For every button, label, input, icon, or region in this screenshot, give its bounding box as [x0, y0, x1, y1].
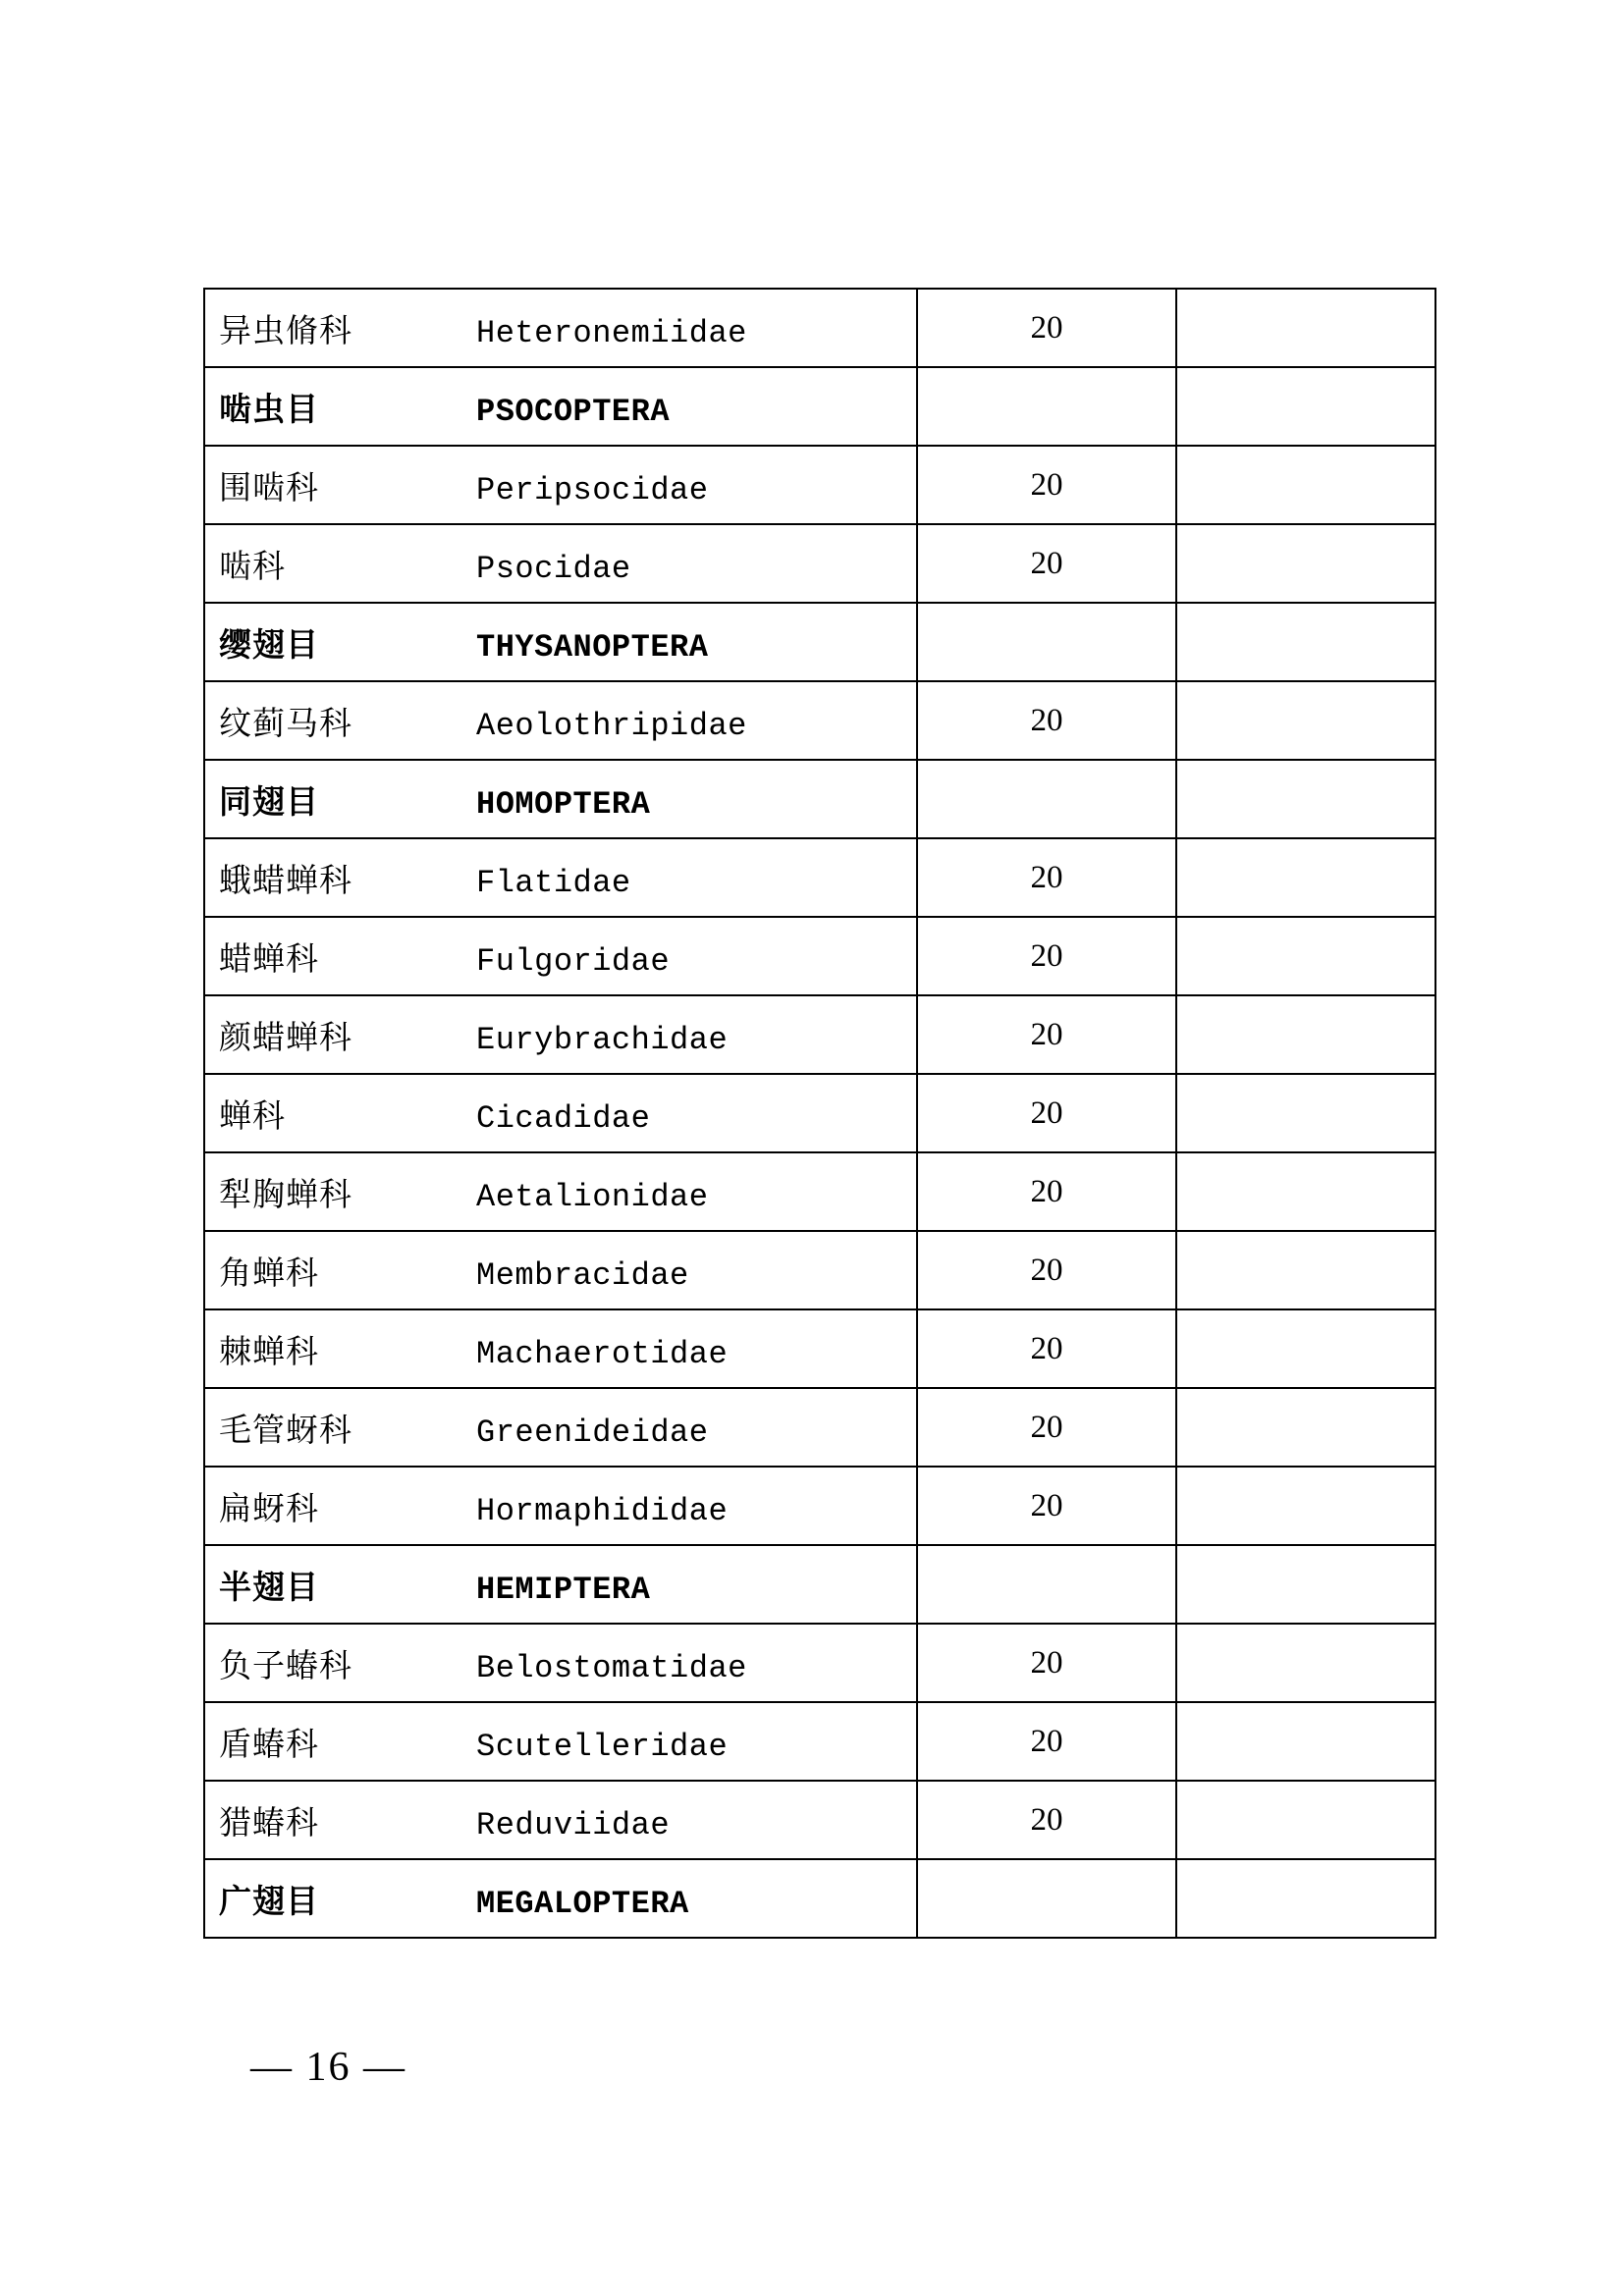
- count-cell: 20: [917, 1702, 1176, 1781]
- table-row-family: [204, 917, 1435, 995]
- name-cell: [204, 603, 917, 681]
- family-chinese-name: 犁胸蝉科: [219, 1174, 352, 1213]
- count-cell: 20: [917, 1781, 1176, 1859]
- count-cell: 20: [917, 446, 1176, 524]
- table-row-family: [204, 995, 1435, 1074]
- family-latin-name: Machaerotidae: [476, 1335, 729, 1372]
- family-latin-name: Membracidae: [476, 1256, 689, 1294]
- table-row-family: [204, 1152, 1435, 1231]
- count-cell: 20: [917, 1388, 1176, 1467]
- family-latin-name: Cicadidae: [476, 1099, 651, 1137]
- count-cell: 20: [917, 1467, 1176, 1545]
- name-cell: [204, 1781, 917, 1859]
- empty-cell: [1176, 1624, 1435, 1702]
- table-row-family: [204, 1074, 1435, 1152]
- empty-cell: [1176, 367, 1435, 446]
- empty-cell: [1176, 1859, 1435, 1938]
- name-cell: [204, 1074, 917, 1152]
- name-cell: [204, 367, 917, 446]
- name-cell: [204, 838, 917, 917]
- family-chinese-name: 围啮科: [219, 467, 319, 507]
- empty-cell: [1176, 1152, 1435, 1231]
- count-cell: [917, 603, 1176, 681]
- name-cell: [204, 1859, 917, 1938]
- family-chinese-name: 蜡蝉科: [219, 938, 319, 978]
- family-chinese-name: 纹蓟马科: [219, 703, 352, 742]
- empty-cell: [1176, 1545, 1435, 1624]
- family-latin-name: Peripsocidae: [476, 471, 709, 508]
- family-latin-name: Eurybrachidae: [476, 1021, 729, 1058]
- name-cell: [204, 995, 917, 1074]
- empty-cell: [1176, 1074, 1435, 1152]
- taxonomy-table-body: [204, 289, 1435, 1938]
- order-chinese-name: 同翅目: [219, 781, 319, 821]
- table-row-family: [204, 289, 1435, 367]
- name-cell: [204, 1231, 917, 1309]
- family-latin-name: Reduviidae: [476, 1806, 671, 1843]
- order-latin-name: HOMOPTERA: [476, 785, 651, 823]
- name-cell: [204, 446, 917, 524]
- empty-cell: [1176, 603, 1435, 681]
- family-latin-name: Greenideidae: [476, 1414, 709, 1451]
- empty-cell: [1176, 1388, 1435, 1467]
- taxonomy-table-container: [203, 288, 1435, 1939]
- family-chinese-name: 角蝉科: [219, 1253, 319, 1292]
- table-row-family: [204, 1624, 1435, 1702]
- name-cell: [204, 681, 917, 760]
- count-cell: 20: [917, 995, 1176, 1074]
- count-cell: 20: [917, 1231, 1176, 1309]
- empty-cell: [1176, 446, 1435, 524]
- empty-cell: [1176, 1467, 1435, 1545]
- order-latin-name: HEMIPTERA: [476, 1571, 651, 1608]
- family-chinese-name: 猎蝽科: [219, 1802, 319, 1842]
- taxonomy-table: [203, 288, 1436, 1939]
- family-latin-name: Heteronemiidae: [476, 314, 747, 351]
- name-cell: [204, 1545, 917, 1624]
- order-chinese-name: 半翅目: [219, 1567, 319, 1606]
- family-chinese-name: 异虫脩科: [219, 310, 352, 349]
- count-cell: 20: [917, 681, 1176, 760]
- order-latin-name: THYSANOPTERA: [476, 628, 709, 666]
- name-cell: [204, 760, 917, 838]
- family-latin-name: Fulgoridae: [476, 942, 671, 980]
- empty-cell: [1176, 1702, 1435, 1781]
- table-row-family: [204, 446, 1435, 524]
- name-cell: [204, 1467, 917, 1545]
- order-chinese-name: 啮虫目: [219, 389, 319, 428]
- table-row-order: [204, 760, 1435, 838]
- count-cell: [917, 367, 1176, 446]
- count-cell: [917, 760, 1176, 838]
- family-latin-name: Aetalionidae: [476, 1178, 709, 1215]
- table-row-family: [204, 1231, 1435, 1309]
- name-cell: [204, 1702, 917, 1781]
- empty-cell: [1176, 524, 1435, 603]
- table-row-family: [204, 524, 1435, 603]
- family-chinese-name: 毛管蚜科: [219, 1410, 352, 1449]
- name-cell: [204, 1152, 917, 1231]
- name-cell: [204, 917, 917, 995]
- family-chinese-name: 颜蜡蝉科: [219, 1017, 352, 1056]
- family-chinese-name: 负子蝽科: [219, 1645, 352, 1684]
- family-chinese-name: 啮科: [219, 546, 286, 585]
- empty-cell: [1176, 681, 1435, 760]
- count-cell: 20: [917, 524, 1176, 603]
- empty-cell: [1176, 1231, 1435, 1309]
- count-cell: 20: [917, 1309, 1176, 1388]
- table-row-family: [204, 1702, 1435, 1781]
- count-cell: [917, 1545, 1176, 1624]
- order-chinese-name: 广翅目: [219, 1881, 319, 1920]
- empty-cell: [1176, 995, 1435, 1074]
- page-number: — 16 —: [250, 2045, 406, 2090]
- table-row-order: [204, 367, 1435, 446]
- order-latin-name: MEGALOPTERA: [476, 1885, 689, 1922]
- empty-cell: [1176, 917, 1435, 995]
- empty-cell: [1176, 838, 1435, 917]
- count-cell: 20: [917, 1624, 1176, 1702]
- family-chinese-name: 蛾蜡蝉科: [219, 860, 352, 899]
- empty-cell: [1176, 1781, 1435, 1859]
- count-cell: 20: [917, 289, 1176, 367]
- name-cell: [204, 289, 917, 367]
- count-cell: [917, 1859, 1176, 1938]
- table-row-order: [204, 603, 1435, 681]
- family-latin-name: Belostomatidae: [476, 1649, 747, 1686]
- table-row-family: [204, 838, 1435, 917]
- empty-cell: [1176, 1309, 1435, 1388]
- table-row-order: [204, 1545, 1435, 1624]
- family-chinese-name: 蝉科: [219, 1095, 286, 1135]
- count-cell: 20: [917, 1074, 1176, 1152]
- family-latin-name: Aeolothripidae: [476, 707, 747, 744]
- family-latin-name: Hormaphididae: [476, 1492, 729, 1529]
- family-chinese-name: 棘蝉科: [219, 1331, 319, 1370]
- order-latin-name: PSOCOPTERA: [476, 393, 671, 430]
- family-chinese-name: 盾蝽科: [219, 1724, 319, 1763]
- count-cell: 20: [917, 917, 1176, 995]
- empty-cell: [1176, 289, 1435, 367]
- name-cell: [204, 1309, 917, 1388]
- table-row-family: [204, 1467, 1435, 1545]
- table-row-order: [204, 1859, 1435, 1938]
- table-row-family: [204, 1388, 1435, 1467]
- table-row-family: [204, 1309, 1435, 1388]
- count-cell: 20: [917, 1152, 1176, 1231]
- family-chinese-name: 扁蚜科: [219, 1488, 319, 1527]
- name-cell: [204, 524, 917, 603]
- count-cell: 20: [917, 838, 1176, 917]
- name-cell: [204, 1388, 917, 1467]
- family-latin-name: Psocidae: [476, 550, 631, 587]
- name-cell: [204, 1624, 917, 1702]
- family-latin-name: Flatidae: [476, 864, 631, 901]
- family-latin-name: Scutelleridae: [476, 1728, 729, 1765]
- order-chinese-name: 缨翅目: [219, 624, 319, 664]
- table-row-family: [204, 681, 1435, 760]
- table-row-family: [204, 1781, 1435, 1859]
- empty-cell: [1176, 760, 1435, 838]
